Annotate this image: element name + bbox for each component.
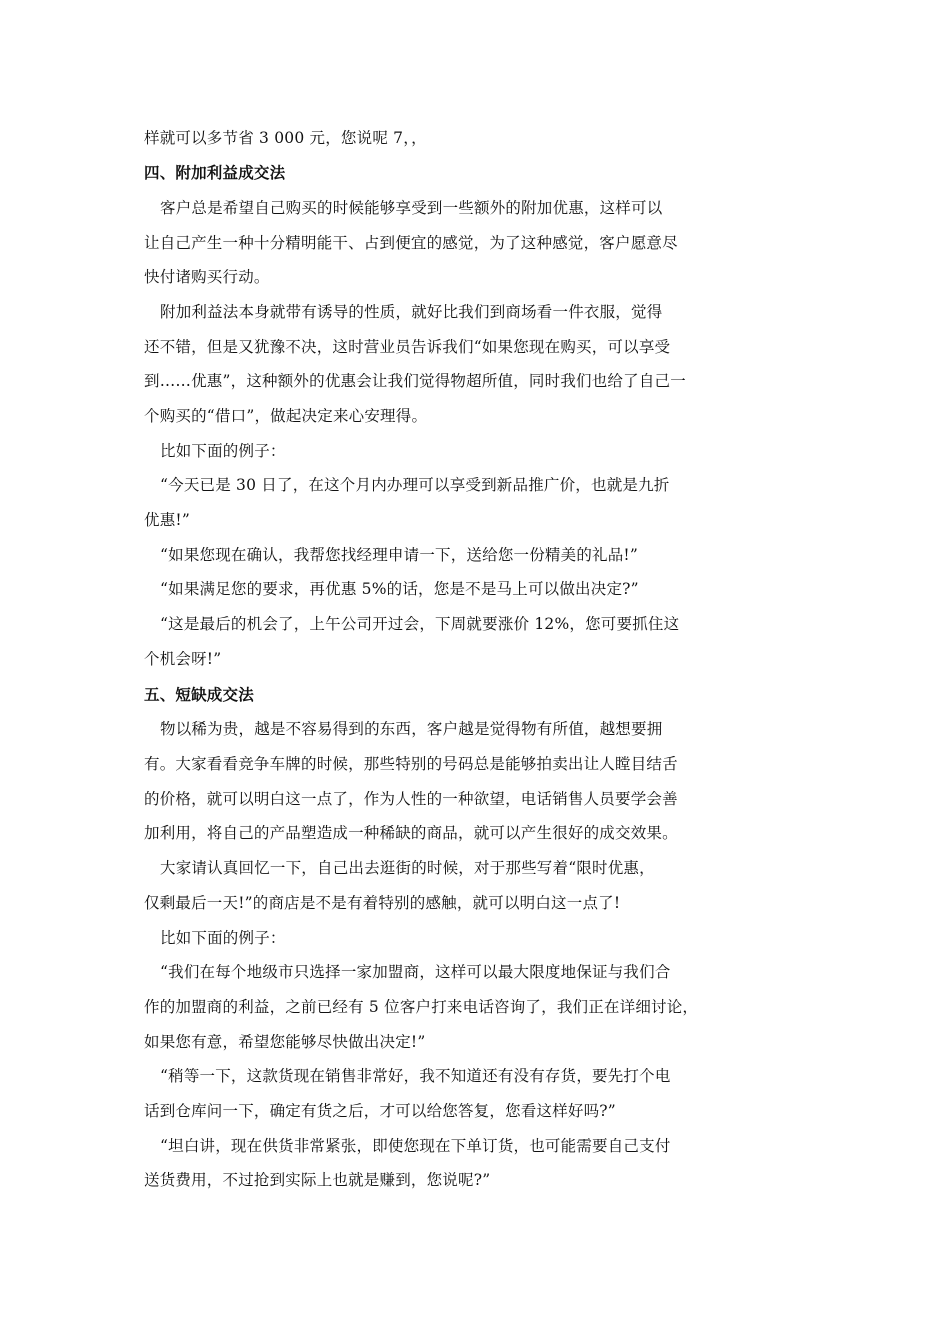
text-line: 送货费用，不过抢到实际上也就是赚到，您说呢?” (144, 1171, 491, 1189)
text-line: 让自己产生一种十分精明能干、占到便宜的感觉，为了这种感觉，客户愿意尽 (144, 234, 678, 252)
text-line: 有。大家看看竞争车牌的时候，那些特别的号码总是能够拍卖出让人瞠目结舌 (144, 755, 678, 773)
text-line: 话到仓库问一下，确定有货之后，才可以给您答复，您看这样好吗?” (144, 1102, 616, 1120)
text-line: 如果您有意，希望您能够尽快做出决定!” (144, 1033, 426, 1051)
paragraph-line: “坦白讲，现在供货非常紧张，即使您现在下单订货，也可能需要自己支付 (160, 1137, 671, 1155)
paragraph-line: 客户总是希望自己购买的时候能够享受到一些额外的附加优惠，这样可以 (160, 199, 663, 217)
paragraph-line: 大家请认真回忆一下，自己出去逛街的时候，对于那些写着“限时优惠， (160, 859, 655, 877)
paragraph-line: “如果您现在确认，我帮您找经理申请一下，送给您一份精美的礼品!” (160, 546, 638, 564)
paragraph-line: “这是最后的机会了，上午公司开过会，下周就要涨价 12%，您可要抓住这 (160, 615, 680, 633)
text-line: 样就可以多节省 3 000 元，您说呢 7，， (144, 129, 427, 147)
text-line: 到……优惠”，这种额外的优惠会让我们觉得物超所值，同时我们也给了自己一 (144, 372, 686, 390)
text-line: 还不错，但是又犹豫不决，这时营业员告诉我们“如果您现在购买，可以享受 (144, 338, 671, 356)
section-heading: 五、短缺成交法 (144, 686, 254, 704)
paragraph-line: 比如下面的例子： (160, 442, 286, 460)
text-line: 作的加盟商的利益，之前已经有 5 位客户打来电话咨询了，我们正在详细讨论， (144, 998, 699, 1016)
text-line: 个购买的“借口”，做起决定来心安理得。 (144, 407, 428, 425)
paragraph-line: “如果满足您的要求，再优惠 5%的话，您是不是马上可以做出决定?” (160, 580, 639, 598)
paragraph-line: 物以稀为贵，越是不容易得到的东西，客户越是觉得物有所值，越想要拥 (160, 720, 663, 738)
paragraph-line: “稍等一下，这款货现在销售非常好，我不知道还有没有存货，要先打个电 (160, 1067, 671, 1085)
paragraph-line: “今天已是 30 日了，在这个月内办理可以享受到新品推广价，也就是九折 (160, 476, 670, 494)
section-heading: 四、附加利益成交法 (144, 164, 286, 182)
paragraph-line: “我们在每个地级市只选择一家加盟商，这样可以最大限度地保证与我们合 (160, 963, 671, 981)
text-line: 加利用，将自己的产品塑造成一种稀缺的商品，就可以产生很好的成交效果。 (144, 824, 678, 842)
text-line: 仅剩最后一天!”的商店是不是有着特别的感触，就可以明白这一点了! (144, 894, 621, 912)
text-line: 的价格，就可以明白这一点了，作为人性的一种欲望，电话销售人员要学会善 (144, 790, 678, 808)
paragraph-line: 比如下面的例子： (160, 929, 286, 947)
text-line: 个机会呀!” (144, 650, 222, 668)
text-line: 优惠!” (144, 511, 190, 529)
text-line: 快付诸购买行动。 (144, 268, 270, 286)
paragraph-line: 附加利益法本身就带有诱导的性质，就好比我们到商场看一件衣服，觉得 (160, 303, 663, 321)
